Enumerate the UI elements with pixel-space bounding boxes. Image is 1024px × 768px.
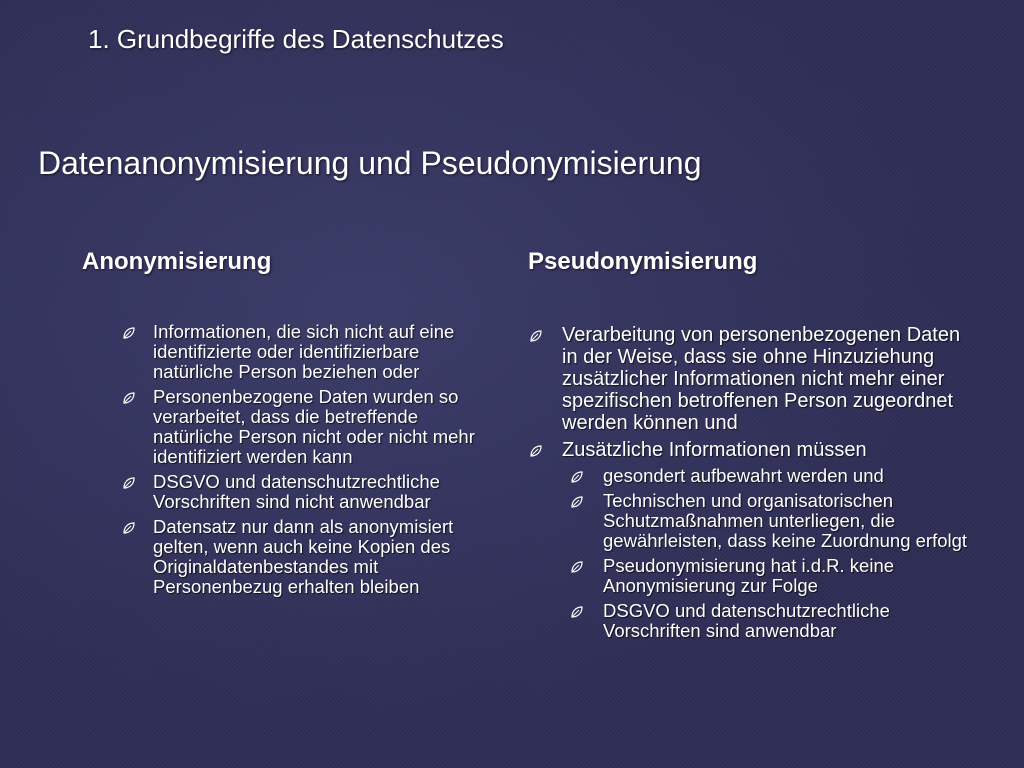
list-item: [123, 387, 493, 467]
sub-list-container: [530, 466, 970, 641]
sub-list-item: [571, 601, 970, 641]
anonymisierung-list: [123, 322, 493, 602]
list-item-text: Verarbeitung von personenbezogenen Daten in der Weise, dass sie ohne Hinzuziehung zusätzlicher Informationen nicht mehr einer spezifischen betroffenen Person zugeordnet werden können und: [562, 324, 961, 434]
list-item: [530, 439, 970, 461]
leaf-bullet-icon: [123, 327, 135, 339]
leaf-bullet-icon: [571, 606, 583, 618]
list-item: [123, 322, 493, 382]
sub-list-item-text: Technischen und organisatorischen Schutzmaßnahmen unterliegen, die gewährleisten, dass keine Zuordnung erfolgt: [603, 490, 968, 551]
leaf-bullet-icon: [530, 330, 542, 342]
leaf-bullet-icon: [571, 561, 583, 573]
slide-title: Datenanonymisierung und Pseudonymisierung: [38, 145, 702, 181]
list-item: [123, 472, 493, 512]
left-column-heading: Anonymisierung: [82, 248, 272, 275]
leaf-bullet-icon: [571, 496, 583, 508]
list-item-text: DSGVO und datenschutzrechtliche Vorschriften sind nicht anwendbar: [153, 471, 440, 512]
pseudonymisierung-list: [530, 324, 970, 646]
sub-list: [571, 466, 970, 641]
list-item: [530, 324, 970, 434]
leaf-bullet-icon: [530, 445, 542, 457]
leaf-bullet-icon: [571, 471, 583, 483]
list-item-text: Zusätzliche Informationen müssen: [562, 439, 867, 461]
sub-list-item-text: gesondert aufbewahrt werden und: [603, 465, 884, 486]
section-title: 1. Grundbegriffe des Datenschutzes: [88, 24, 504, 54]
leaf-bullet-icon: [123, 477, 135, 489]
sub-list-item-text: DSGVO und datenschutzrechtliche Vorschriften sind anwendbar: [603, 600, 890, 641]
sub-list-item: [571, 556, 970, 596]
sub-list-item-text: Pseudonymisierung hat i.d.R. keine Anonymisierung zur Folge: [603, 555, 895, 596]
leaf-bullet-icon: [123, 392, 135, 404]
list-item: [123, 517, 493, 597]
list-item-text: Personenbezogene Daten wurden so verarbeitet, dass die betreffende natürliche Person nicht oder nicht mehr identifiziert werden kann: [153, 386, 475, 467]
list-item-text: Datensatz nur dann als anonymisiert gelten, wenn auch keine Kopien des Originaldatenbestandes mit Personenbezug erhalten bleiben: [153, 516, 454, 597]
sub-list-item: [571, 466, 970, 486]
list-item-text: Informationen, die sich nicht auf eine identifizierte oder identifizierbare natürliche Person beziehen oder: [153, 321, 455, 382]
right-column-heading: Pseudonymisierung: [528, 248, 758, 275]
sub-list-item: [571, 491, 970, 551]
leaf-bullet-icon: [123, 522, 135, 534]
